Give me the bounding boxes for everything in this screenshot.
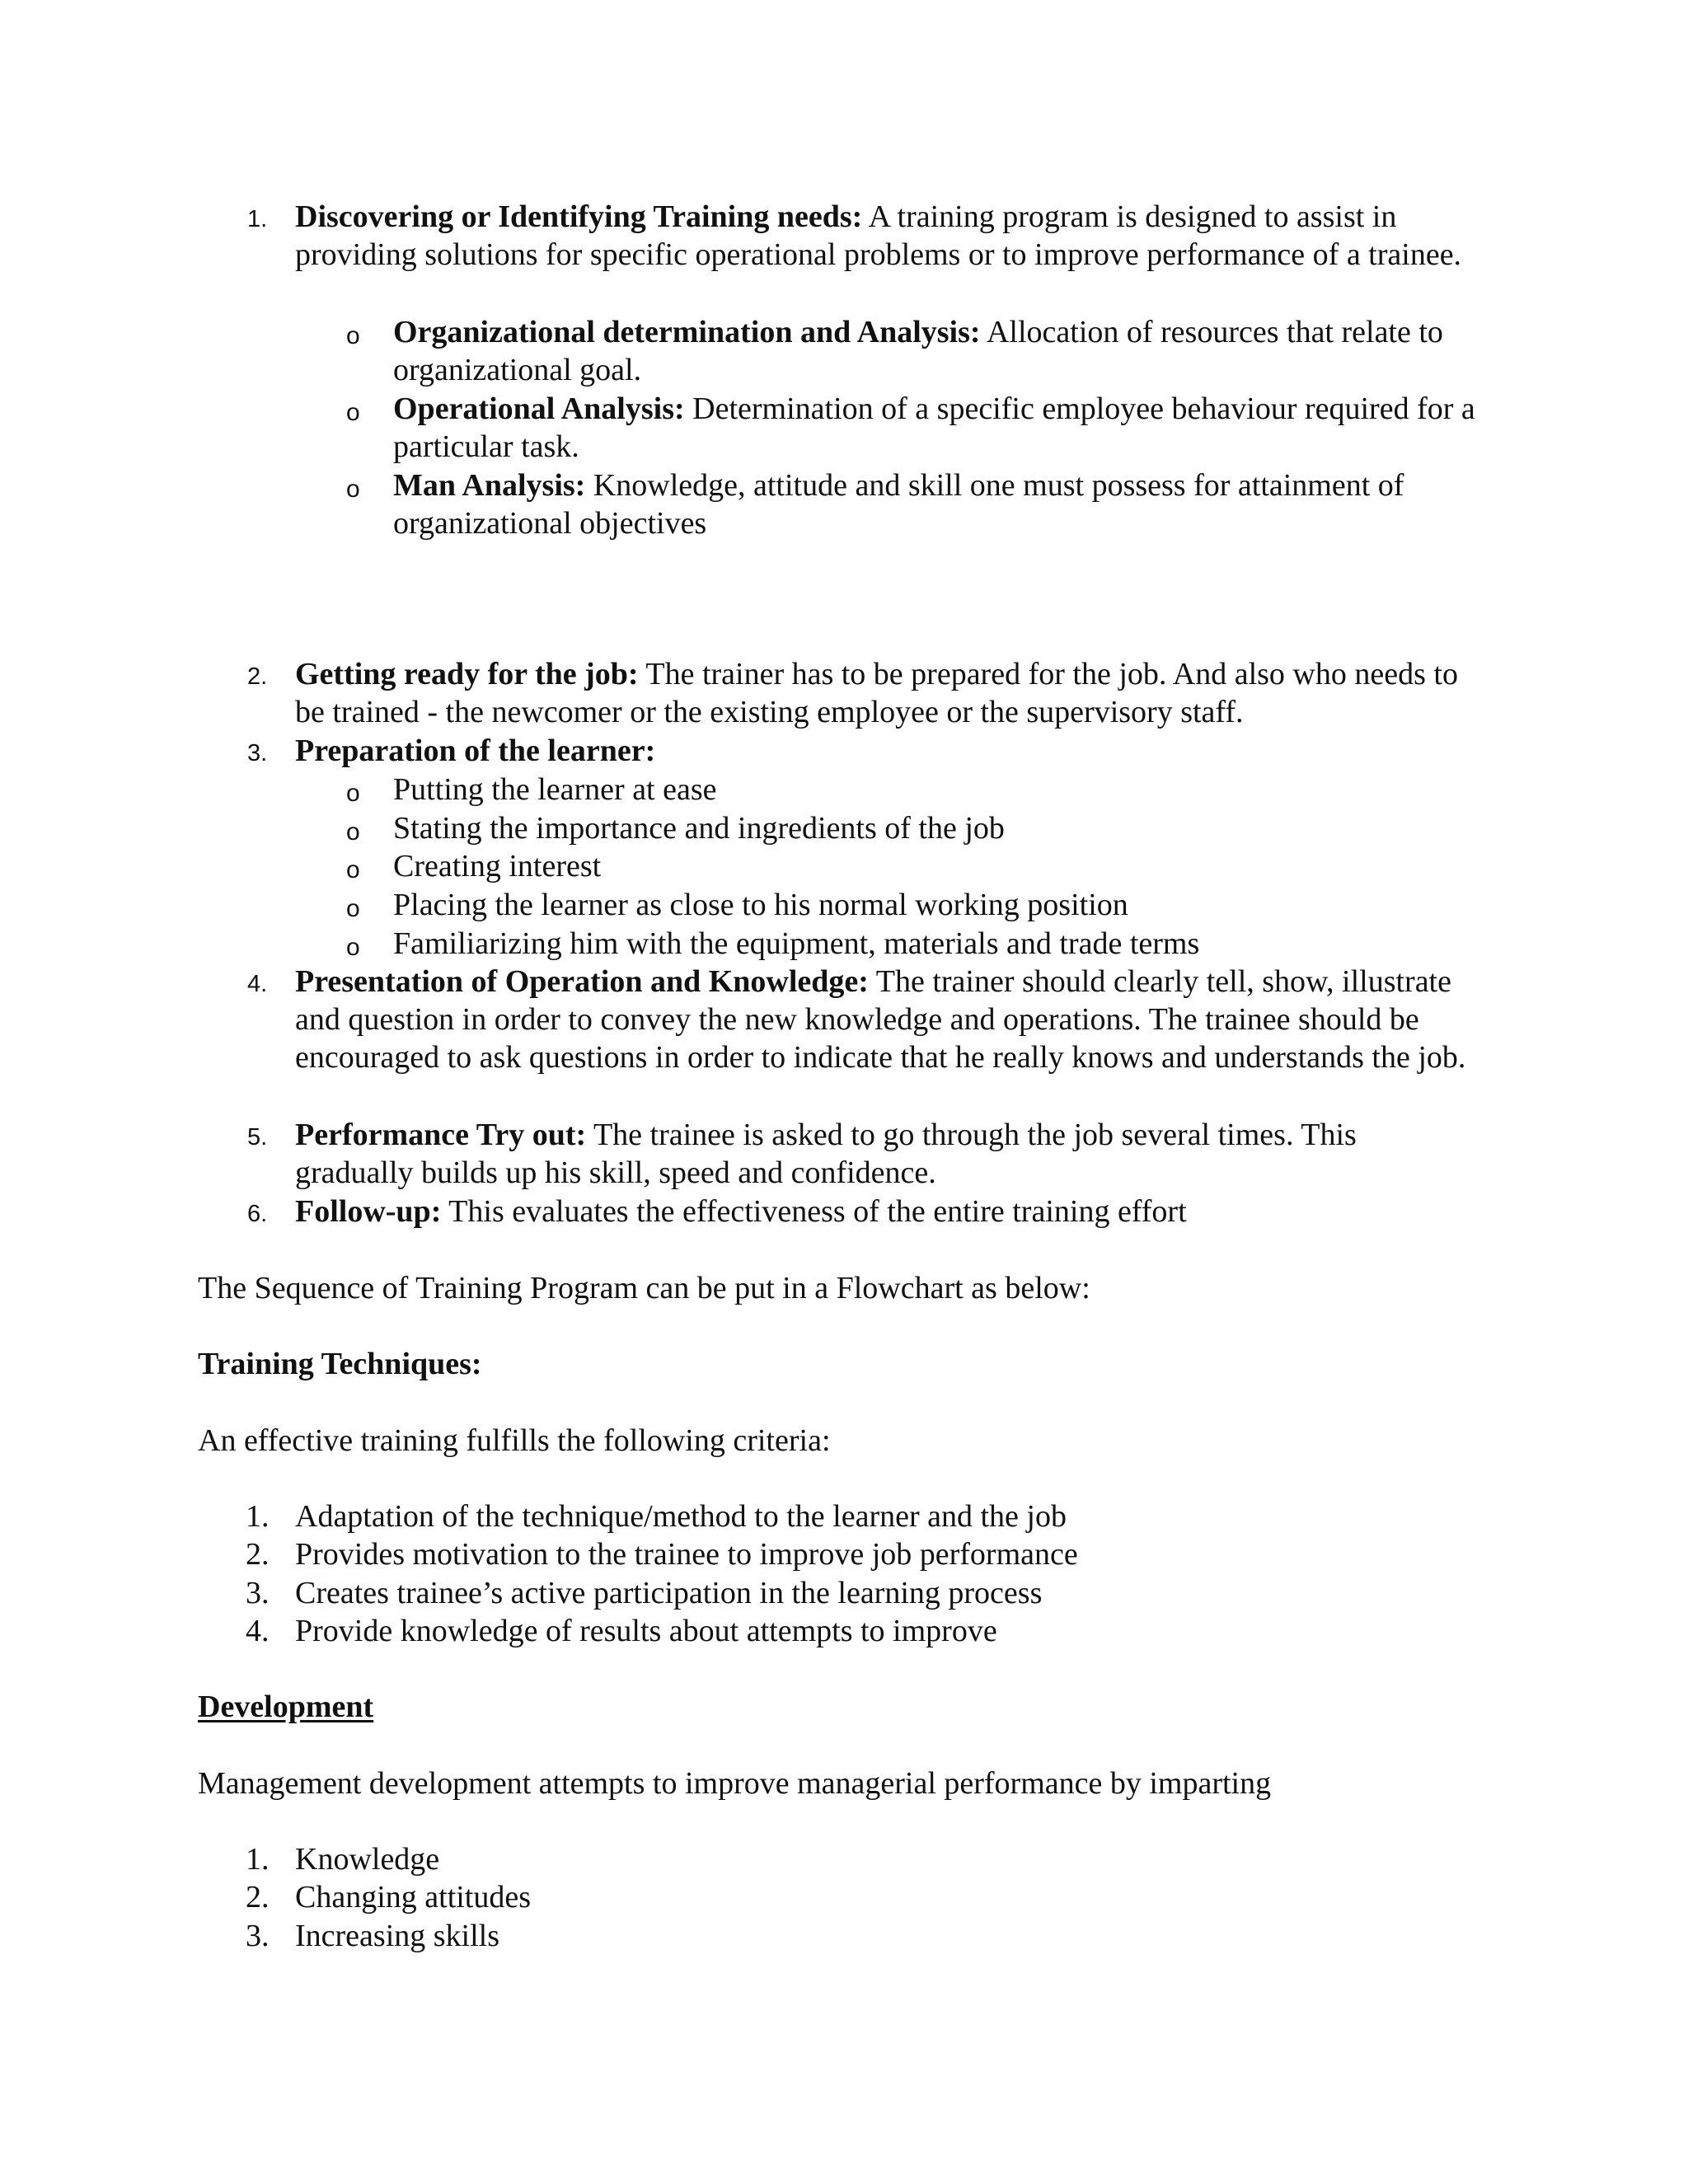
list-item-number: 3. [247, 740, 268, 766]
sub-item-body: Allocation of resources that relate to organizational goal. [393, 315, 1443, 387]
list-item: Provide knowledge of results about attempts to improve [295, 1614, 997, 1648]
bullet-marker: o [346, 476, 360, 503]
list-item: Knowledge [295, 1842, 440, 1877]
list-item-body: The trainer has to be prepared for the job. And also who needs to be trained - the newcomer or the existing employee or the supervisory staff. [295, 657, 1458, 729]
list-item-number: 5. [247, 1124, 268, 1151]
list-item-number: 4. [246, 1614, 270, 1648]
sub-list-item [393, 466, 1481, 542]
sub-item-title: Man Analysis: [393, 468, 586, 503]
list-item-number: 3. [246, 1919, 270, 1953]
flowchart-sentence: The Sequence of Training Program can be put in a Flowchart as below: [198, 1271, 1090, 1305]
list-item-title: Follow-up: [295, 1194, 442, 1229]
sub-list-item: Creating interest [393, 849, 602, 883]
section-heading-training-techniques: Training Techniques: [198, 1347, 482, 1381]
list-item-number: 4. [247, 971, 268, 997]
bullet-marker: o [346, 322, 360, 349]
list-item-body: The trainee is asked to go through the job several times. This gradually builds up his skill, speed and confidence. [295, 1118, 1357, 1190]
sub-item-title: Organizational determination and Analysis: [393, 315, 981, 349]
sub-item-body: Knowledge, attitude and skill one must possess for attainment of organizational objectives [393, 468, 1404, 541]
development-intro: Management development attempts to improve managerial performance by imparting [198, 1766, 1272, 1801]
sub-item-body: Determination of a specific employee behaviour required for a particular task. [393, 391, 1475, 464]
list-item-number: 1. [246, 1842, 270, 1877]
list-item-number: 2. [246, 1880, 270, 1915]
sub-list-item: Putting the learner at ease [393, 772, 717, 807]
list-item-text [295, 732, 1482, 770]
bullet-marker: o [346, 399, 360, 426]
section-heading-development: Development [198, 1690, 374, 1724]
list-item-number: 2. [246, 1537, 270, 1572]
bullet-marker: o [346, 934, 360, 961]
list-item-body: The trainer should clearly tell, show, illustrate and question in order to convey the new knowledge and operations. The trainee should be encouraged to ask questions in order to indicate that he really knows and understands the job. [295, 964, 1466, 1075]
list-item: Creates trainee’s active participation in the learning process [295, 1576, 1043, 1610]
list-item-number: 3. [246, 1576, 270, 1610]
list-item: Increasing skills [295, 1919, 500, 1953]
bullet-marker: o [346, 780, 360, 807]
list-item: Provides motivation to the trainee to improve job performance [295, 1537, 1078, 1572]
list-item-number: 1. [246, 1499, 270, 1534]
list-item: Adaptation of the technique/method to the learner and the job [295, 1499, 1067, 1534]
bullet-marker: o [346, 818, 360, 846]
list-item-number: 6. [247, 1201, 268, 1227]
list-item-body: This evaluates the effectiveness of the entire training effort [441, 1194, 1187, 1229]
list-item-title: Presentation of Operation and Knowledge: [295, 964, 869, 999]
list-item-title: Performance Try out: [295, 1118, 587, 1152]
criteria-intro: An effective training fulfills the following criteria: [198, 1423, 831, 1458]
sub-list-item [393, 390, 1481, 466]
list-item-text [295, 1116, 1482, 1192]
list-item-text [295, 198, 1482, 274]
sub-item-title: Operational Analysis: [393, 391, 685, 426]
list-item-text [295, 655, 1482, 731]
list-item-number: 2. [247, 663, 268, 690]
list-item-number: 1. [247, 206, 268, 232]
list-item-text [295, 963, 1482, 1076]
list-item-body: A training program is designed to assist in providing solutions for specific operational problems or to improve performance of a trainee. [295, 199, 1462, 272]
sub-list-item [393, 313, 1481, 389]
list-item-title: Getting ready for the job: [295, 657, 639, 691]
sub-list-item: Stating the importance and ingredients of the job [393, 811, 1005, 846]
list-item-title: Discovering or Identifying Training needs: [295, 199, 863, 234]
sub-list-item: Familiarizing him with the equipment, materials and trade terms [393, 926, 1200, 961]
list-item: Changing attitudes [295, 1880, 532, 1915]
sub-list-item: Placing the learner as close to his normal working position [393, 888, 1128, 922]
list-item-text [295, 1193, 1482, 1230]
bullet-marker: o [346, 895, 360, 922]
bullet-marker: o [346, 856, 360, 883]
list-item-title: Preparation of the learner: [295, 733, 656, 768]
